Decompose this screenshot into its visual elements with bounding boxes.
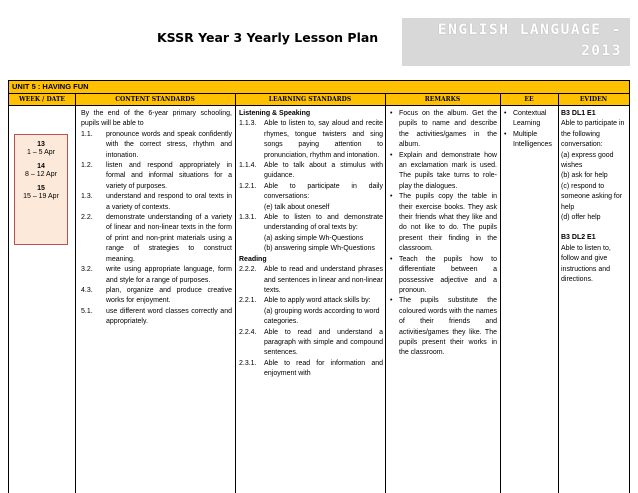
item-number: 1.3.1. (239, 214, 257, 222)
evidence-code: B3 DL2 E1 (561, 234, 596, 242)
learning-standard-item (239, 213, 383, 255)
evidence-subpoint: (a) express good wishes (561, 151, 614, 170)
item-number: 2.2. (81, 214, 93, 222)
evidence-text: Able to participate in the following conversation: (561, 120, 625, 149)
week-dates: 15 – 19 Apr (23, 193, 59, 200)
lesson-plan-table (8, 94, 630, 493)
unit-title: UNIT 5 : HAVING FUN (8, 80, 630, 94)
header-remarks: REMARKS (424, 96, 461, 103)
weeks-box (14, 134, 68, 245)
learning-standard-item (239, 119, 383, 161)
item-text: write using appropriate language, form and style for a range of purposes. (106, 266, 232, 284)
week-number: 14 (37, 163, 45, 170)
item-subpoint: (e) talk about oneself (264, 203, 330, 211)
item-text: listen and respond appropriately in formal and informal situations for a variety of purposes. (106, 162, 232, 190)
remark-item: • Explain and demonstrate how an exclamation mark is used. The pupils take turns to role-play the dialogues. (388, 151, 497, 193)
page-header (0, 0, 638, 72)
spacer (561, 223, 628, 233)
column-divider (75, 94, 76, 493)
evidence-subpoint: (b) ask for help (561, 172, 608, 180)
content-intro: By the end of the 6-year primary schooling, pupils will be able to (81, 110, 232, 128)
evidence-cell (561, 109, 628, 286)
item-text: Able to listen to and demonstrate understanding of oral texts by: (264, 214, 383, 232)
header-week-date: WEEK / DATE (18, 96, 66, 103)
item-number: 1.1.3. (239, 120, 257, 128)
remark-item: • Teach the pupils how to differentiate between a possessive adjective and a pronoun. (388, 255, 497, 297)
item-subpoint: (a) grouping words according to word categories. (264, 307, 380, 326)
subject-banner (402, 18, 630, 66)
learning-standard-item (239, 296, 383, 327)
content-standard-item (81, 161, 232, 192)
ee-item: • Multiple Intelligences (502, 130, 557, 151)
evidence-text: Able to listen to, follow and give instructions and directions. (561, 244, 611, 284)
header-content-standards: CONTENT STANDARDS (115, 96, 195, 103)
evidence-subpoint: (c) respond to someone asking for help (561, 182, 623, 211)
item-text: Able to talk about a stimulus with guidance. (264, 162, 383, 180)
remark-item: • The pupils substitute the coloured words with the names of their friends and activities/games they like. The pupils present their works in the classroom. (388, 296, 497, 358)
item-number: 5.1. (81, 307, 93, 315)
banner-line-2: 2013 (581, 43, 622, 59)
evidence-code: B3 DL1 E1 (561, 110, 596, 117)
content-standard-item (81, 286, 232, 307)
item-number: 1.2. (81, 162, 93, 170)
ee-cell (502, 109, 557, 151)
header-ee: EE (524, 96, 534, 103)
item-text: pronounce words and speak confidently with the correct stress, rhythm and intonation. (106, 130, 232, 159)
column-divider (558, 94, 559, 493)
item-text: Able to listen to, say aloud and recite rhymes, tongue twisters and sing songs paying attention to pronunciation, rhythm and intonation. (264, 120, 383, 159)
content-standard-item (81, 130, 232, 161)
item-number: 3.2. (81, 266, 93, 274)
evidence-subpoint: (d) offer help (561, 214, 601, 222)
item-number: 1.3. (81, 193, 93, 201)
learning-standard-item (239, 182, 383, 213)
item-text: Able to read and understand phrases and sentences in linear and non-linear texts. (264, 266, 383, 294)
item-number: 2.2.4. (239, 328, 257, 336)
learning-standard-item (239, 359, 383, 380)
learning-standard-item (239, 161, 383, 182)
table-header-row (9, 94, 629, 106)
content-standards-cell (81, 109, 232, 328)
header-evidence: EVIDEN (579, 96, 608, 103)
item-number: 2.2.1. (239, 297, 257, 305)
header-learning-standards: LEARNING STANDARDS (268, 96, 352, 103)
week-number: 13 (37, 141, 45, 148)
column-divider (235, 94, 236, 493)
item-number: 1.2.1. (239, 182, 257, 190)
item-text: demonstrate understanding of a variety of linear and non-linear texts in the form of print and non-print materials using a range of strategies to construct meaning. (106, 214, 232, 263)
item-number: 2.3.1. (239, 359, 257, 367)
learning-standards-cell (239, 109, 383, 380)
item-text: plan, organize and produce creative works for enjoyment. (106, 286, 232, 305)
content-standard-item (81, 265, 232, 286)
week-dates: 8 – 12 Apr (25, 171, 57, 178)
page-title: KSSR Year 3 Yearly Lesson Plan (157, 30, 379, 45)
remark-item: • Focus on the album. Get the pupils to name and describe the activities/games in the album. (388, 109, 497, 151)
learning-standard-item (239, 328, 383, 359)
banner-line-1: ENGLISH LANGUAGE - (437, 22, 622, 38)
item-number: 1.1.4. (239, 162, 257, 170)
remark-item: • The pupils copy the table in their exercise books. They ask their friends what they like and do not like to do. The pupils present their finding in the classroom. (388, 192, 497, 254)
content-standard-item (81, 213, 232, 265)
column-divider (500, 94, 501, 493)
item-subpoint: (a) asking simple Wh-Questions (264, 234, 364, 242)
item-text: Able to apply word attack skills by: (264, 297, 371, 305)
item-number: 2.2.2. (239, 266, 257, 274)
item-text: Able to read and understand a paragraph with simple and compound sentences. (264, 328, 383, 357)
learning-heading-listening: Listening & Speaking (239, 110, 311, 117)
item-text: Able to read for information and enjoyment with (264, 359, 383, 378)
week-dates: 1 – 5 Apr (26, 149, 56, 156)
learning-heading-reading: Reading (239, 255, 267, 263)
learning-standard-item (239, 265, 383, 296)
column-divider (385, 94, 386, 493)
week-number: 15 (37, 185, 45, 192)
item-text: understand and respond to oral texts in a variety of contexts. (106, 193, 232, 211)
remarks-cell (388, 109, 497, 359)
item-subpoint: (b) answering simple Wh-Questions (264, 245, 375, 253)
item-number: 4.3. (81, 286, 93, 294)
content-standard-item (81, 192, 232, 213)
item-text: use different word classes correctly and appropriately. (106, 307, 232, 326)
item-text: Able to participate in daily conversations: (264, 182, 383, 201)
ee-item: • Contextual Learning (502, 109, 557, 130)
item-number: 1.1. (81, 130, 93, 138)
content-standard-item (81, 307, 232, 328)
